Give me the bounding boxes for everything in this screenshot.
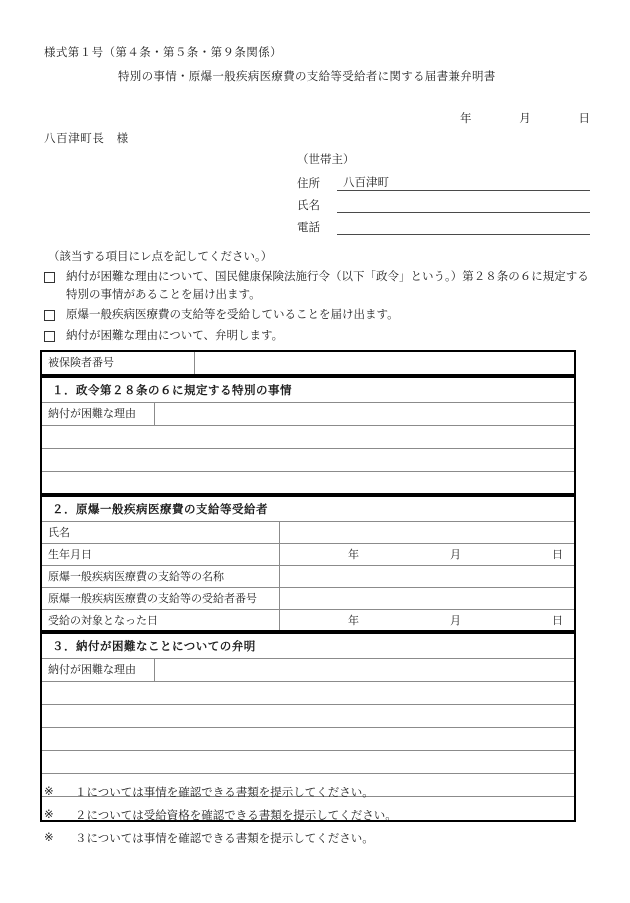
section-1-blank-row[interactable]: [42, 426, 574, 449]
submission-date-line: [460, 110, 590, 126]
footnote-2: [44, 807, 589, 823]
insured-number-label: 被保険者番号: [42, 352, 195, 374]
section-3-reason-row: [42, 659, 574, 682]
benefit-start-date-row: [42, 610, 574, 632]
benefit-name-row: [42, 566, 574, 588]
householder-phone-label: 電話: [297, 220, 320, 234]
checklist-item-2[interactable]: [44, 306, 589, 324]
section-1-heading: １．政令第２８条の６に規定する特別の事情: [42, 376, 574, 403]
birthdate-day-label: 日: [552, 548, 563, 561]
form-number: 様式第１号（第４条・第５条・第９条関係）: [44, 45, 282, 59]
checklist-item-1[interactable]: [44, 268, 589, 303]
insured-number-row: [42, 352, 574, 376]
recipient-birthdate-row: [42, 544, 574, 566]
section-3-blank-row[interactable]: [42, 682, 574, 705]
insured-number-input[interactable]: [195, 352, 574, 374]
recipient-name-row: [42, 522, 574, 544]
checkbox-icon[interactable]: [44, 331, 55, 342]
benefit-recipient-number-label: 原爆一般疾病医療費の支給等の受給者番号: [42, 588, 280, 609]
section-1-reason-label: 納付が困難な理由: [42, 403, 155, 425]
benefit-start-date-input[interactable]: [280, 610, 574, 630]
date-month-label: 月: [519, 111, 531, 125]
section-3-reason-input[interactable]: [155, 659, 574, 681]
section-3-reason-label: 納付が困難な理由: [42, 659, 155, 681]
recipient-name-label: 氏名: [42, 522, 280, 543]
benefit-date-month-label: 月: [450, 614, 461, 627]
benefit-name-label: 原爆一般疾病医療費の支給等の名称: [42, 566, 280, 587]
householder-address-row: [297, 171, 590, 191]
document-title: 特別の事情・原爆一般疾病医療費の支給等受給者に関する届書兼弁明書: [118, 69, 496, 83]
footnote-2-text: ２については受給資格を確認できる書類を提示してください。: [75, 808, 397, 822]
householder-phone-input[interactable]: [337, 218, 590, 235]
benefit-recipient-number-input[interactable]: [280, 588, 574, 609]
birthdate-marks: [348, 547, 563, 563]
footnote-3-text: ３については事情を確認できる書類を提示してください。: [75, 831, 374, 845]
section-3-heading: ３．納付が困難なことについての弁明: [42, 632, 574, 659]
section-1-reason-input[interactable]: [155, 403, 574, 425]
footnote-3: [44, 830, 589, 846]
declaration-checklist: [44, 268, 589, 347]
householder-phone-row: [297, 215, 590, 235]
birthdate-year-label: 年: [348, 548, 359, 561]
checkbox-icon[interactable]: [44, 310, 55, 321]
section-3-blank-row[interactable]: [42, 705, 574, 728]
footnotes: [44, 784, 589, 853]
section-1-blank-row[interactable]: [42, 472, 574, 495]
reference-mark-icon: ※: [44, 807, 54, 821]
benefit-date-day-label: 日: [552, 614, 563, 627]
benefit-start-date-label: 受給の対象となった日: [42, 610, 280, 630]
reference-mark-icon: ※: [44, 830, 54, 844]
householder-address-input[interactable]: 八百津町: [337, 174, 590, 191]
recipient-birthdate-input[interactable]: [280, 544, 574, 565]
benefit-date-marks: [348, 613, 563, 629]
householder-address-label: 住所: [297, 176, 320, 190]
section-2-heading: ２．原爆一般疾病医療費の支給等受給者: [42, 495, 574, 522]
checklist-item-2-label: 原爆一般疾病医療費の支給等を受給していることを届け出ます。: [66, 307, 399, 321]
reference-mark-icon: ※: [44, 784, 54, 798]
householder-fields: [297, 171, 590, 237]
householder-name-input[interactable]: [337, 196, 590, 213]
date-year-label: 年: [460, 111, 472, 125]
benefit-recipient-number-row: [42, 588, 574, 610]
section-3-blank-row[interactable]: [42, 751, 574, 774]
recipient-birthdate-label: 生年月日: [42, 544, 280, 565]
section-1-reason-row: [42, 403, 574, 426]
householder-name-row: [297, 193, 590, 213]
householder-label: （世帯主）: [297, 152, 355, 166]
section-3-blank-row[interactable]: [42, 728, 574, 751]
section-1-blank-row[interactable]: [42, 449, 574, 472]
checkbox-icon[interactable]: [44, 272, 55, 283]
checklist-item-1-label: 納付が困難な理由について、国民健康保険法施行令（以下「政令」という。）第２８条の６に規定する特別の事情があることを届け出ます。: [66, 269, 589, 301]
birthdate-month-label: 月: [450, 548, 461, 561]
checklist-item-3-label: 納付が困難な理由について、弁明します。: [66, 327, 284, 342]
form-table: [40, 350, 576, 822]
checklist-item-3[interactable]: [44, 327, 589, 345]
footnote-1: [44, 784, 589, 800]
benefit-date-year-label: 年: [348, 614, 359, 627]
householder-name-label: 氏名: [297, 198, 320, 212]
recipient-name-input[interactable]: [280, 522, 574, 543]
date-day-label: 日: [578, 111, 590, 125]
addressee: 八百津町長 様: [44, 131, 129, 145]
checklist-instruction: （該当する項目にレ点を記してください。）: [48, 249, 273, 263]
benefit-name-input[interactable]: [280, 566, 574, 587]
footnote-1-text: １については事情を確認できる書類を提示してください。: [75, 785, 374, 799]
